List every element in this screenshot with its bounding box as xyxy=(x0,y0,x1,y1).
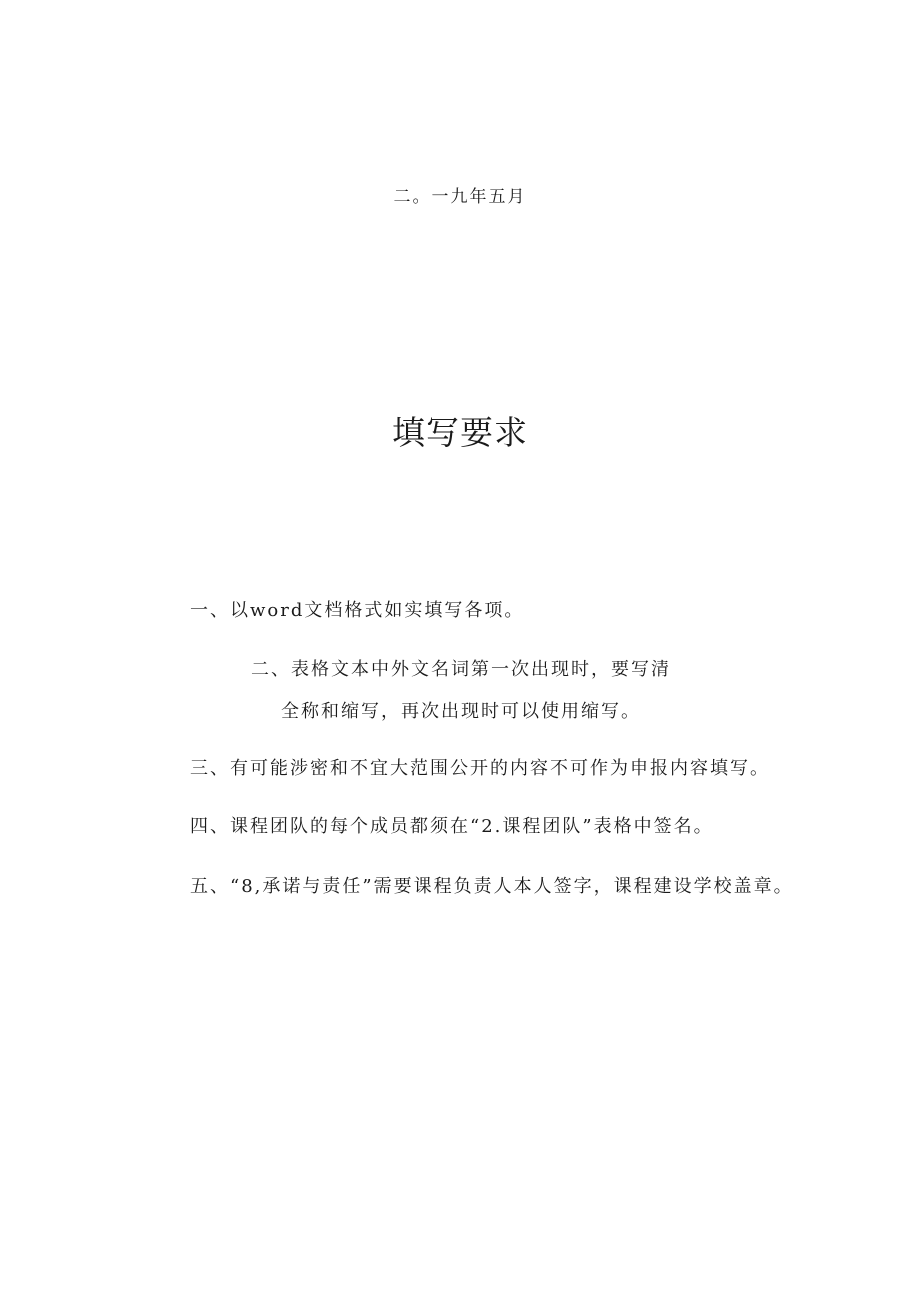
requirement-item-2-line-1: 二、表格文本中外文名词第一次出现时，要写清 xyxy=(251,659,671,680)
document-date: 二。一九年五月 xyxy=(393,187,527,207)
requirement-item-3: 三、有可能涉密和不宜大范围公开的内容不可作为申报内容填写。 xyxy=(190,758,770,779)
requirement-item-5: 五、“8,承诺与责任”需要课程负责人本人签字，课程建设学校盖章。 xyxy=(190,876,794,897)
requirement-item-2-line-2: 全称和缩写，再次出现时可以使用缩写。 xyxy=(281,701,641,722)
requirement-item-1: 一、以word文档格式如实填写各项。 xyxy=(190,600,525,621)
requirement-item-4: 四、课程团队的每个成员都须在“2.课程团队”表格中签名。 xyxy=(190,816,714,837)
page-heading: 填写要求 xyxy=(392,413,528,452)
